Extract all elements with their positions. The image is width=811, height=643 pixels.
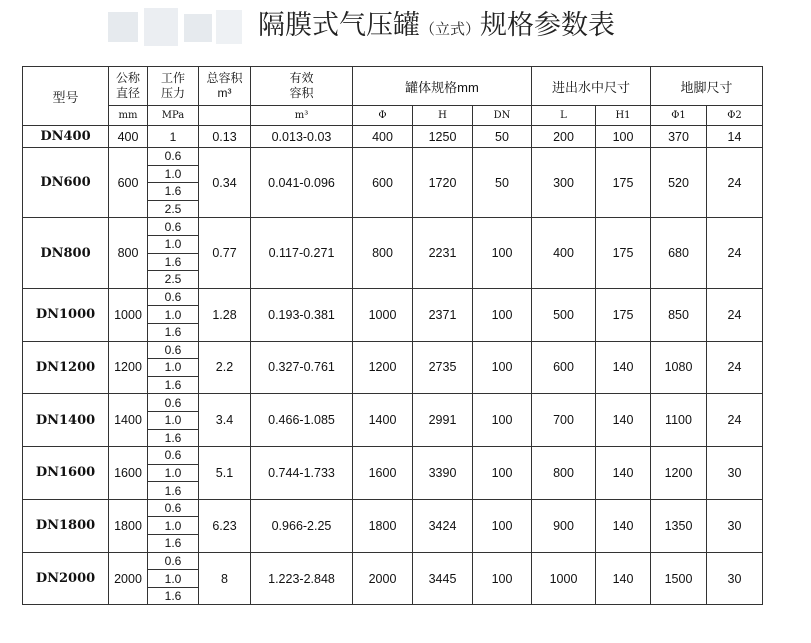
h1-cell: 175 xyxy=(596,288,651,341)
header-effective-volume-line2: 容积 xyxy=(289,86,314,100)
l-cell: 700 xyxy=(532,394,596,447)
phi-cell: 1600 xyxy=(353,447,413,500)
total-cell: 3.4 xyxy=(199,394,251,447)
pressure-cell: 0.6 xyxy=(148,218,199,236)
effective-cell: 1.223-2.848 xyxy=(251,552,353,605)
table-row xyxy=(23,341,763,359)
phi-cell: 2000 xyxy=(353,552,413,605)
pressure-cell: 0.6 xyxy=(148,288,199,306)
effective-cell: 0.117-0.271 xyxy=(251,218,353,288)
dn-cell: 1200 xyxy=(109,341,148,394)
phi2-cell: 30 xyxy=(707,499,763,552)
dn2-cell: 100 xyxy=(473,218,532,288)
header-foot-size: 地脚尺寸 xyxy=(651,67,763,106)
total-cell: 0.34 xyxy=(199,148,251,218)
header-dn-line2: 直径 xyxy=(115,86,140,100)
h1-cell: 140 xyxy=(596,447,651,500)
h-cell: 2371 xyxy=(413,288,473,341)
pressure-cell: 0.6 xyxy=(148,341,199,359)
pressure-cell: 1.0 xyxy=(148,359,199,377)
pressure-cell: 1.0 xyxy=(148,517,199,535)
pressure-cell: 0.6 xyxy=(148,148,199,166)
pressure-cell: 1.6 xyxy=(148,253,199,271)
phi2-cell: 24 xyxy=(707,218,763,288)
pressure-cell: 1.0 xyxy=(148,306,199,324)
logo-watermark xyxy=(100,2,250,54)
effective-cell: 0.966-2.25 xyxy=(251,499,353,552)
dn-cell: 1400 xyxy=(109,394,148,447)
h-cell: 1250 xyxy=(413,126,473,148)
pressure-cell: 1.6 xyxy=(148,587,199,605)
dn2-cell: 50 xyxy=(473,148,532,218)
l-cell: 600 xyxy=(532,341,596,394)
pressure-cell: 1.0 xyxy=(148,235,199,253)
model-cell: DN800 xyxy=(23,218,109,288)
table-row xyxy=(23,126,763,148)
pressure-cell: 2.5 xyxy=(148,271,199,289)
title-main: 隔膜式气压罐 xyxy=(258,10,420,41)
model-cell: DN400 xyxy=(23,126,109,148)
table-row xyxy=(23,447,763,465)
unit-phi2: Φ2 xyxy=(707,106,763,126)
phi2-cell: 24 xyxy=(707,341,763,394)
pressure-cell: 0.6 xyxy=(148,394,199,412)
phi2-cell: 24 xyxy=(707,288,763,341)
unit-phi: Φ xyxy=(353,106,413,126)
pressure-cell: 1.6 xyxy=(148,535,199,553)
phi-cell: 400 xyxy=(353,126,413,148)
pressure-cell: 1.6 xyxy=(148,429,199,447)
dn2-cell: 50 xyxy=(473,126,532,148)
pressure-cell: 1.6 xyxy=(148,376,199,394)
header-effective-volume-line1: 有效 xyxy=(289,71,314,85)
pressure-cell: 0.6 xyxy=(148,499,199,517)
header-pressure xyxy=(148,67,199,106)
title-sub: （立式） xyxy=(420,20,481,38)
pressure-cell: 1.6 xyxy=(148,183,199,201)
phi1-cell: 680 xyxy=(651,218,707,288)
h1-cell: 140 xyxy=(596,552,651,605)
total-cell: 0.77 xyxy=(199,218,251,288)
dn2-cell: 100 xyxy=(473,447,532,500)
unit-pressure: MPa xyxy=(148,106,199,126)
model-cell: DN1800 xyxy=(23,499,109,552)
phi1-cell: 850 xyxy=(651,288,707,341)
effective-cell: 0.327-0.761 xyxy=(251,341,353,394)
model-cell: DN1400 xyxy=(23,394,109,447)
unit-dn: mm xyxy=(109,106,148,126)
phi-cell: 800 xyxy=(353,218,413,288)
model-cell: DN1600 xyxy=(23,447,109,500)
effective-cell: 0.013-0.03 xyxy=(251,126,353,148)
h-cell: 3390 xyxy=(413,447,473,500)
h-cell: 3424 xyxy=(413,499,473,552)
h1-cell: 100 xyxy=(596,126,651,148)
model-cell: DN1200 xyxy=(23,341,109,394)
header-total-volume-line1: 总容积 xyxy=(206,71,243,85)
dn-cell: 600 xyxy=(109,148,148,218)
table-body xyxy=(23,67,763,605)
h-cell: 3445 xyxy=(413,552,473,605)
header-pressure-line1: 工作 xyxy=(160,71,185,85)
table-row xyxy=(23,288,763,306)
pressure-cell: 1.0 xyxy=(148,570,199,588)
phi-cell: 1800 xyxy=(353,499,413,552)
l-cell: 200 xyxy=(532,126,596,148)
pressure-cell: 0.6 xyxy=(148,447,199,465)
effective-cell: 0.466-1.085 xyxy=(251,394,353,447)
pressure-cell: 1.0 xyxy=(148,464,199,482)
total-cell: 2.2 xyxy=(199,341,251,394)
effective-cell: 0.041-0.096 xyxy=(251,148,353,218)
unit-effective-volume: m³ xyxy=(251,106,353,126)
table-row xyxy=(23,394,763,412)
header-model: 型号 xyxy=(23,67,109,126)
pressure-cell: 2.5 xyxy=(148,200,199,218)
dn-cell: 1600 xyxy=(109,447,148,500)
dn2-cell: 100 xyxy=(473,288,532,341)
h-cell: 2735 xyxy=(413,341,473,394)
total-cell: 8 xyxy=(199,552,251,605)
dn-cell: 1800 xyxy=(109,499,148,552)
total-cell: 0.13 xyxy=(199,126,251,148)
phi2-cell: 24 xyxy=(707,394,763,447)
phi1-cell: 520 xyxy=(651,148,707,218)
h1-cell: 175 xyxy=(596,218,651,288)
page-title xyxy=(258,4,615,48)
phi1-cell: 1080 xyxy=(651,341,707,394)
header-total-volume xyxy=(199,67,251,106)
total-cell: 6.23 xyxy=(199,499,251,552)
header-pressure-line2: 压力 xyxy=(160,86,185,100)
phi2-cell: 30 xyxy=(707,447,763,500)
phi1-cell: 370 xyxy=(651,126,707,148)
phi1-cell: 1500 xyxy=(651,552,707,605)
table-row xyxy=(23,148,763,166)
pressure-cell: 0.6 xyxy=(148,552,199,570)
l-cell: 300 xyxy=(532,148,596,218)
phi1-cell: 1100 xyxy=(651,394,707,447)
unit-phi1: Φ1 xyxy=(651,106,707,126)
table-row xyxy=(23,552,763,570)
phi-cell: 1200 xyxy=(353,341,413,394)
phi-cell: 600 xyxy=(353,148,413,218)
h1-cell: 140 xyxy=(596,499,651,552)
dn2-cell: 100 xyxy=(473,341,532,394)
pressure-cell: 1.0 xyxy=(148,165,199,183)
phi-cell: 1000 xyxy=(353,288,413,341)
effective-cell: 0.193-0.381 xyxy=(251,288,353,341)
dn2-cell: 100 xyxy=(473,552,532,605)
title-tail: 规格参数表 xyxy=(480,10,616,41)
phi2-cell: 30 xyxy=(707,552,763,605)
h1-cell: 140 xyxy=(596,394,651,447)
header-dn-line1: 公称 xyxy=(115,71,140,85)
phi2-cell: 14 xyxy=(707,126,763,148)
header-row xyxy=(23,67,763,106)
phi-cell: 1400 xyxy=(353,394,413,447)
total-cell: 1.28 xyxy=(199,288,251,341)
dn-cell: 800 xyxy=(109,218,148,288)
header-inlet-size: 进出水中尺寸 xyxy=(532,67,651,106)
l-cell: 1000 xyxy=(532,552,596,605)
l-cell: 900 xyxy=(532,499,596,552)
phi1-cell: 1350 xyxy=(651,499,707,552)
l-cell: 800 xyxy=(532,447,596,500)
h1-cell: 175 xyxy=(596,148,651,218)
unit-total-volume xyxy=(199,106,251,126)
phi2-cell: 24 xyxy=(707,148,763,218)
effective-cell: 0.744-1.733 xyxy=(251,447,353,500)
header-tank-spec: 罐体规格mm xyxy=(353,67,532,106)
unit-dn-col: DN xyxy=(473,106,532,126)
pressure-cell: 1.6 xyxy=(148,482,199,500)
unit-row xyxy=(23,106,763,126)
unit-h: H xyxy=(413,106,473,126)
dn-cell: 2000 xyxy=(109,552,148,605)
h-cell: 2231 xyxy=(413,218,473,288)
dn-cell: 400 xyxy=(109,126,148,148)
header-effective-volume xyxy=(251,67,353,106)
pressure-cell: 1.0 xyxy=(148,411,199,429)
dn2-cell: 100 xyxy=(473,394,532,447)
model-cell: DN2000 xyxy=(23,552,109,605)
h-cell: 1720 xyxy=(413,148,473,218)
header-total-volume-line2: m³ xyxy=(217,86,232,100)
h1-cell: 140 xyxy=(596,341,651,394)
total-cell: 5.1 xyxy=(199,447,251,500)
header-dn xyxy=(109,67,148,106)
h-cell: 2991 xyxy=(413,394,473,447)
pressure-cell: 1 xyxy=(148,126,199,148)
l-cell: 500 xyxy=(532,288,596,341)
l-cell: 400 xyxy=(532,218,596,288)
dn2-cell: 100 xyxy=(473,499,532,552)
unit-h1: H1 xyxy=(596,106,651,126)
model-cell: DN1000 xyxy=(23,288,109,341)
model-cell: DN600 xyxy=(23,148,109,218)
dn-cell: 1000 xyxy=(109,288,148,341)
pressure-cell: 1.6 xyxy=(148,323,199,341)
unit-l: L xyxy=(532,106,596,126)
table-row xyxy=(23,218,763,236)
phi1-cell: 1200 xyxy=(651,447,707,500)
table-row xyxy=(23,499,763,517)
spec-table xyxy=(22,66,763,605)
